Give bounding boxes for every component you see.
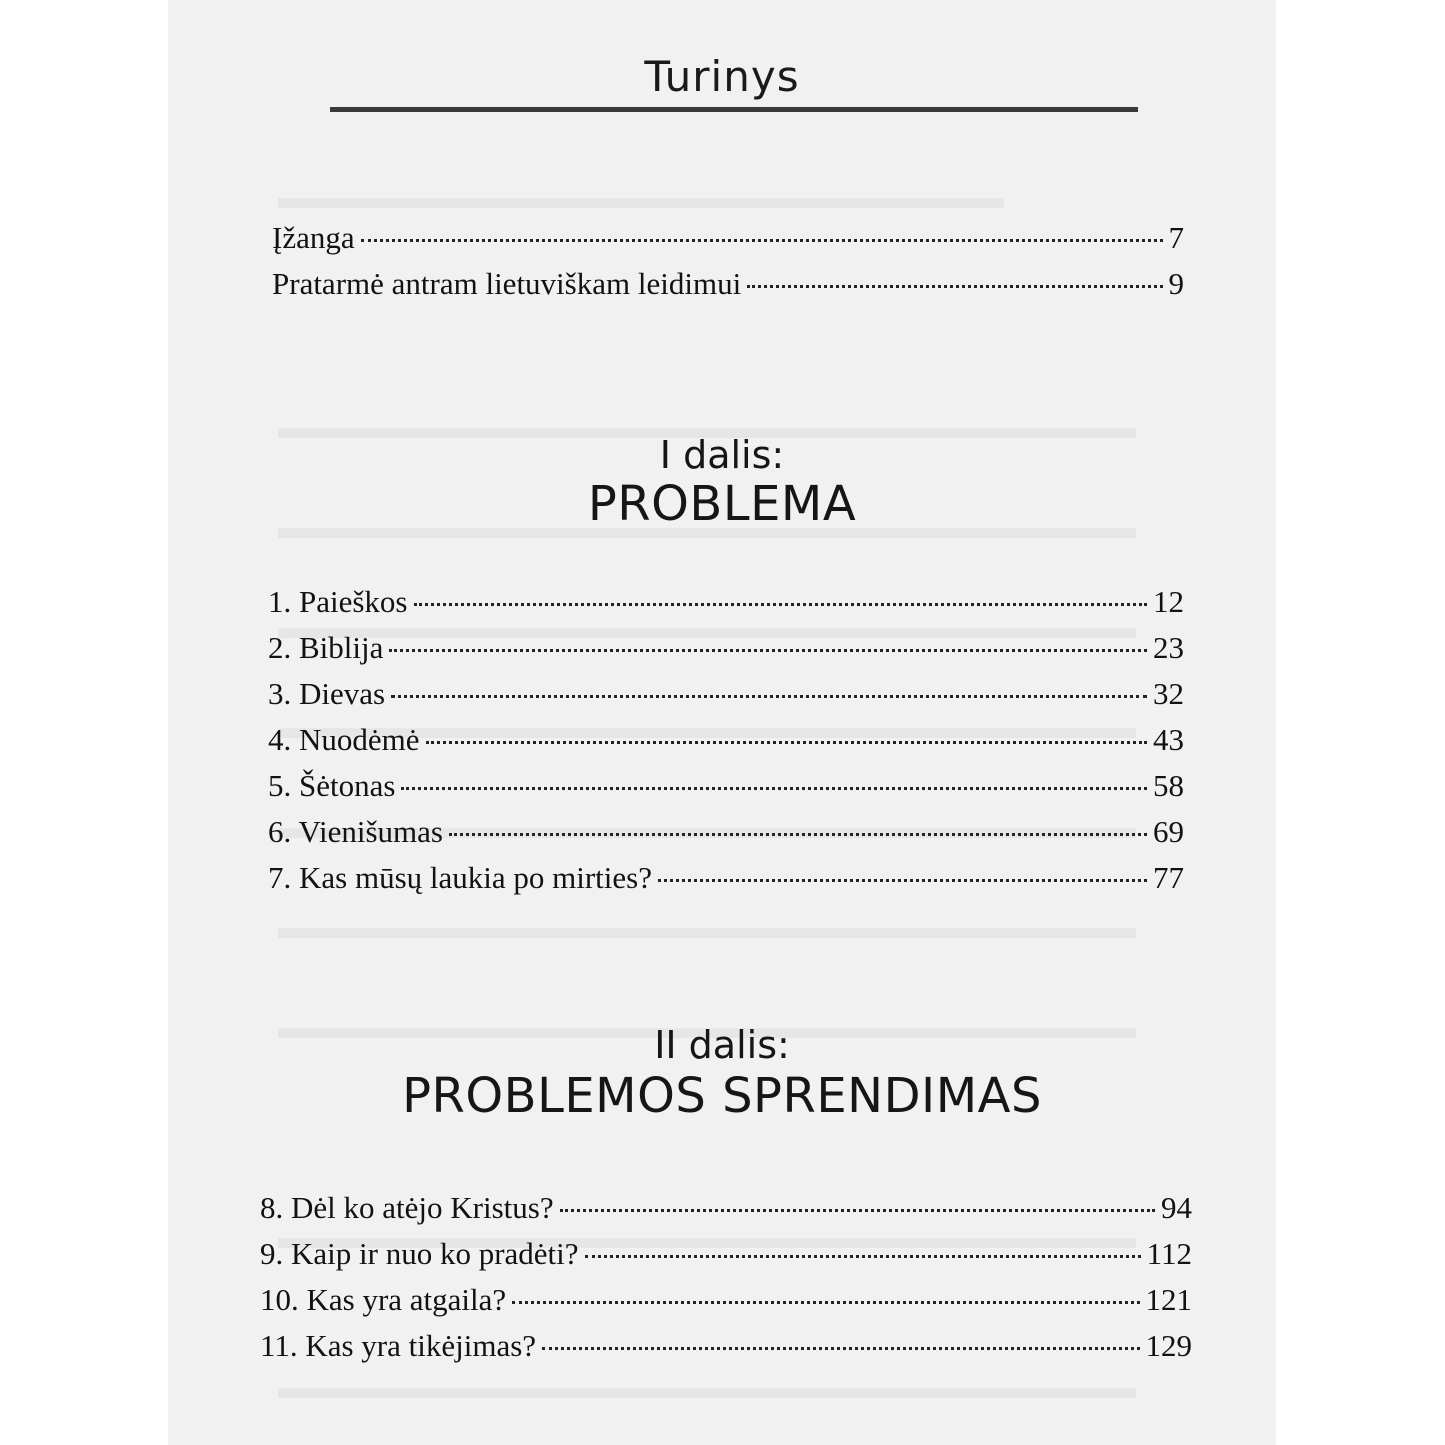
toc-entry-intro[interactable]	[272, 216, 1184, 260]
toc-entry-chapter-3[interactable]	[268, 672, 1184, 716]
toc-title: Turinys	[644, 52, 800, 101]
entry-title: 5. Šėtonas	[268, 768, 396, 803]
dot-leader	[401, 787, 1147, 790]
entry-page: 43	[1153, 722, 1184, 757]
entry-page: 9	[1168, 266, 1184, 301]
dot-leader	[361, 239, 1163, 242]
toc-entry-chapter-8[interactable]	[260, 1186, 1192, 1230]
entry-page: 121	[1145, 1282, 1192, 1317]
entry-page: 129	[1145, 1328, 1192, 1363]
dot-leader	[391, 695, 1147, 698]
entry-title: 11. Kas yra tikėjimas?	[260, 1328, 537, 1363]
entry-title: 2. Biblija	[268, 630, 384, 665]
entry-title: 10. Kas yra atgaila?	[260, 1282, 507, 1317]
entry-page: 58	[1153, 768, 1184, 803]
entry-page: 112	[1146, 1236, 1192, 1271]
dot-leader	[560, 1209, 1155, 1212]
title-rule	[330, 107, 1138, 112]
toc-entry-chapter-2[interactable]	[268, 626, 1184, 670]
part-2-label: II dalis:	[654, 1023, 790, 1067]
dot-leader	[389, 649, 1147, 652]
entry-title: 1. Paieškos	[268, 584, 408, 619]
entry-page: 12	[1153, 584, 1184, 619]
entry-page: 77	[1153, 860, 1184, 895]
dot-leader	[658, 879, 1147, 882]
entry-page: 7	[1168, 220, 1184, 255]
entry-title: 8. Dėl ko atėjo Kristus?	[260, 1190, 554, 1225]
part-1-title: PROBLEMA	[587, 476, 857, 532]
dot-leader	[542, 1347, 1139, 1350]
toc-entry-chapter-10[interactable]	[260, 1278, 1192, 1322]
entry-page: 23	[1153, 630, 1184, 665]
dot-leader	[449, 833, 1147, 836]
dot-leader	[512, 1301, 1139, 1304]
toc-entry-chapter-6[interactable]	[268, 810, 1184, 854]
toc-entry-chapter-1[interactable]	[268, 580, 1184, 624]
entry-title: Pratarmė antram lietuviškam leidimui	[272, 266, 742, 301]
book-page	[168, 0, 1276, 1445]
dot-leader	[585, 1255, 1141, 1258]
entry-page: 94	[1161, 1190, 1192, 1225]
dot-leader	[426, 741, 1147, 744]
toc-entry-chapter-11[interactable]	[260, 1324, 1192, 1368]
part-1-label: I dalis:	[659, 433, 785, 477]
toc-entry-preface[interactable]	[272, 262, 1184, 306]
entry-title: 7. Kas mūsų laukia po mirties?	[268, 860, 652, 895]
toc-entry-chapter-7[interactable]	[268, 856, 1184, 900]
entry-title: 9. Kaip ir nuo ko pradėti?	[260, 1236, 579, 1271]
dot-leader	[414, 603, 1148, 606]
entry-title: 4. Nuodėmė	[268, 722, 420, 757]
entry-title: 3. Dievas	[268, 676, 386, 711]
entry-page: 69	[1153, 814, 1184, 849]
entry-title: Įžanga	[272, 220, 355, 255]
part-2-title: PROBLEMOS SPRENDIMAS	[402, 1068, 1042, 1124]
dot-leader	[747, 285, 1162, 288]
toc-entry-chapter-4[interactable]	[268, 718, 1184, 762]
entry-page: 32	[1153, 676, 1184, 711]
toc-entry-chapter-5[interactable]	[268, 764, 1184, 808]
toc-entry-chapter-9[interactable]	[260, 1232, 1192, 1276]
entry-title: 6. Vienišumas	[268, 814, 443, 849]
